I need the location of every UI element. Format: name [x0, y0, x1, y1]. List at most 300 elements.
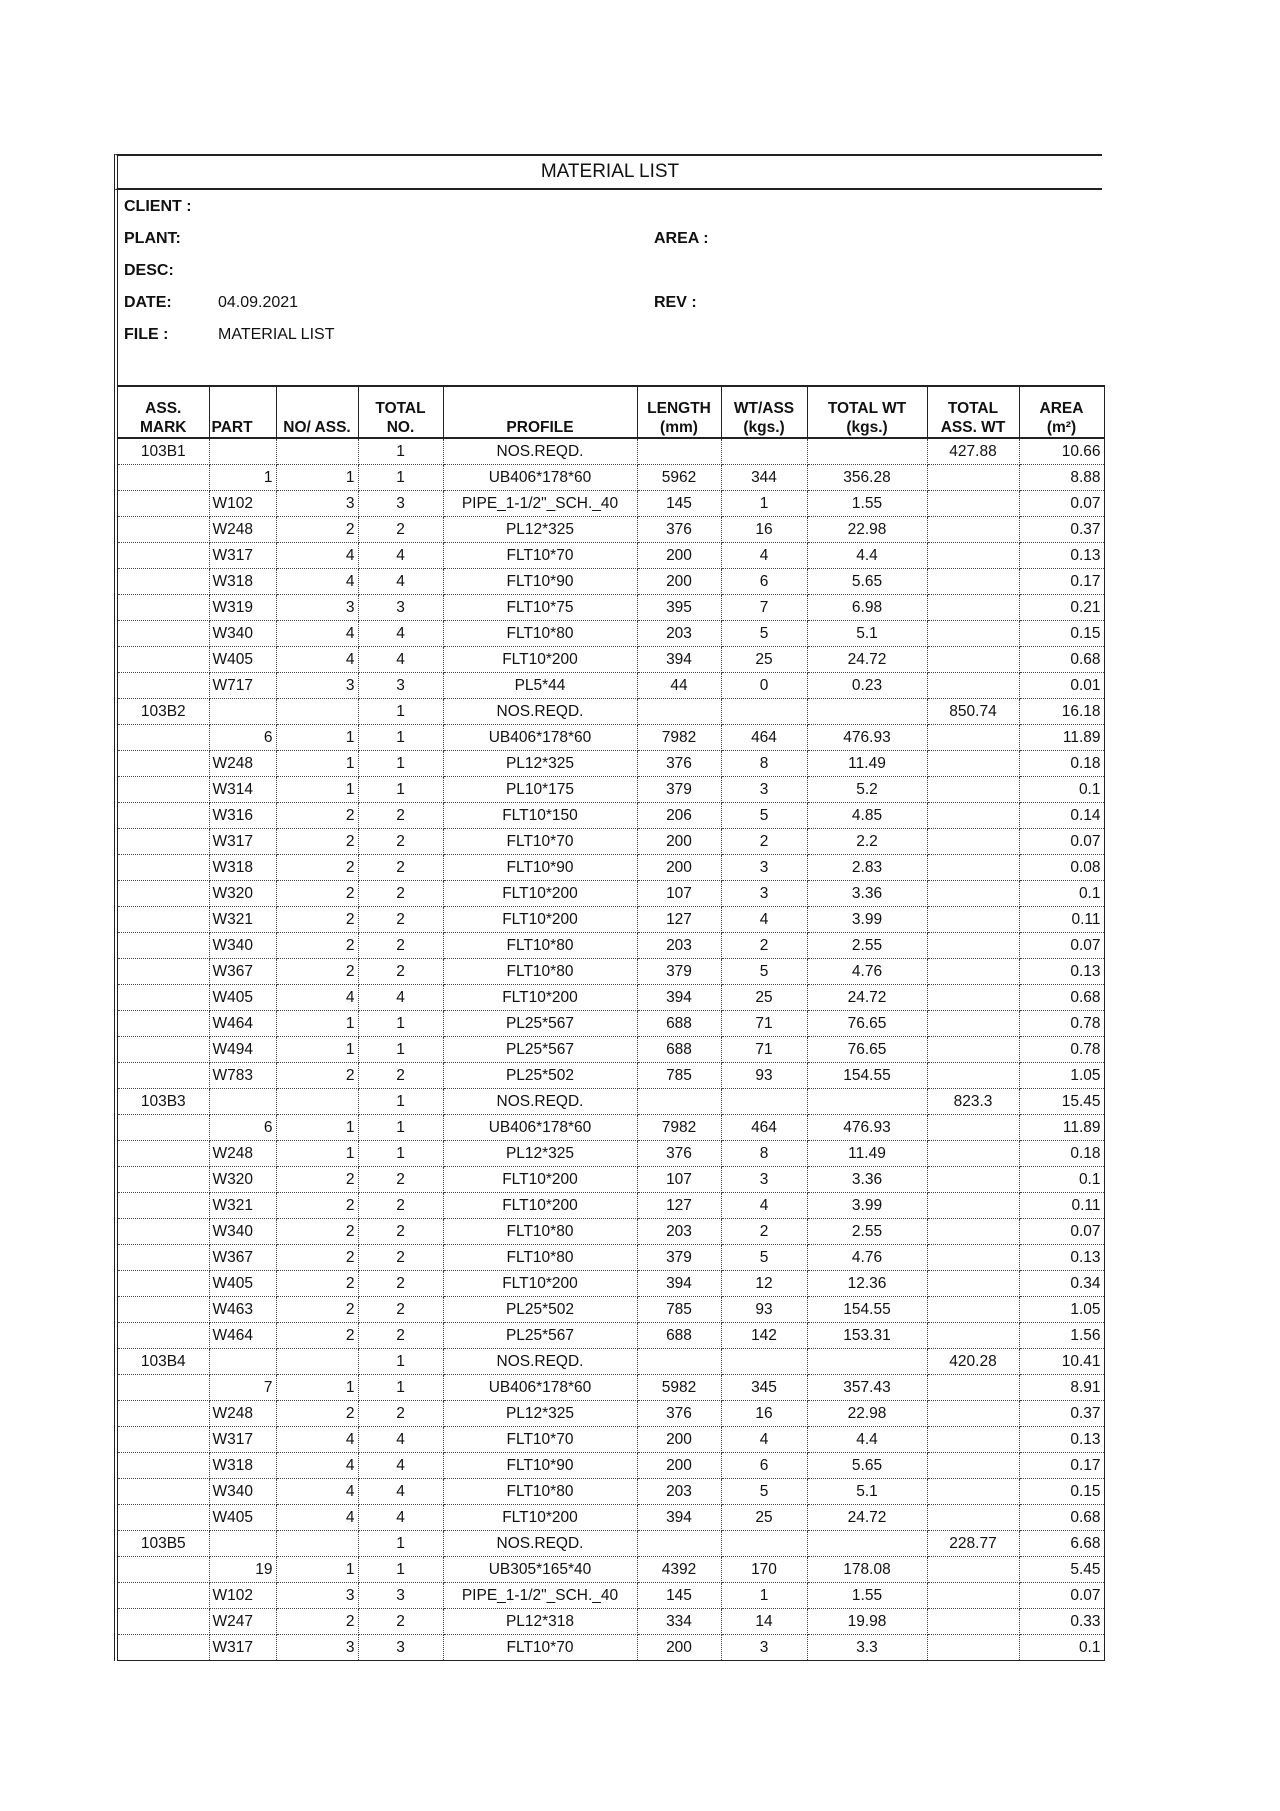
no-ass-cell: 1: [276, 1011, 358, 1037]
length-cell: 376: [637, 751, 721, 777]
ass-mark-cell: [116, 1011, 209, 1037]
profile-cell: PL12*325: [443, 1401, 637, 1427]
total-no-cell: 3: [358, 595, 443, 621]
total-wt-cell: 153.31: [807, 1323, 927, 1349]
part-cell: W367: [209, 959, 276, 985]
profile-cell: FLT10*150: [443, 803, 637, 829]
length-cell: 688: [637, 1011, 721, 1037]
wt-ass-cell: 93: [721, 1063, 807, 1089]
wt-ass-cell: 25: [721, 647, 807, 673]
area-cell: 1.05: [1019, 1297, 1104, 1323]
profile-cell: FLT10*80: [443, 1479, 637, 1505]
area-cell: 0.1: [1019, 1635, 1104, 1661]
total-ass-wt-cell: [927, 1167, 1019, 1193]
part-cell: W717: [209, 673, 276, 699]
wt-ass-cell: 14: [721, 1609, 807, 1635]
total-ass-wt-cell: [927, 1297, 1019, 1323]
total-no-cell: 4: [358, 647, 443, 673]
area-cell: 8.91: [1019, 1375, 1104, 1401]
total-ass-wt-cell: [927, 1557, 1019, 1583]
ass-mark-cell: [116, 1375, 209, 1401]
table-body: [116, 438, 1104, 1661]
no-ass-cell: 4: [276, 1453, 358, 1479]
length-cell: 7982: [637, 725, 721, 751]
total-ass-wt-cell: [927, 1583, 1019, 1609]
ass-mark-cell: [116, 621, 209, 647]
area-cell: 11.89: [1019, 1115, 1104, 1141]
total-wt-cell: 3.99: [807, 907, 927, 933]
ass-mark-cell: [116, 1167, 209, 1193]
length-cell: 145: [637, 491, 721, 517]
length-cell: 200: [637, 855, 721, 881]
table-row: [116, 1037, 1104, 1063]
length-cell: 688: [637, 1037, 721, 1063]
profile-cell: PL10*175: [443, 777, 637, 803]
ass-mark-cell: 103B5: [116, 1531, 209, 1557]
table-row: [116, 777, 1104, 803]
length-cell: 376: [637, 517, 721, 543]
date-value: 04.09.2021: [218, 294, 299, 311]
area-cell: 10.41: [1019, 1349, 1104, 1375]
no-ass-cell: 3: [276, 1583, 358, 1609]
area-cell: 0.68: [1019, 647, 1104, 673]
col-header-area: AREA (m²): [1019, 386, 1104, 438]
desc-row: [124, 256, 218, 286]
total-ass-wt-cell: [927, 829, 1019, 855]
area-cell: 0.78: [1019, 1011, 1104, 1037]
total-ass-wt-cell: [927, 933, 1019, 959]
length-cell: 4392: [637, 1557, 721, 1583]
ass-mark-cell: [116, 985, 209, 1011]
part-cell: W494: [209, 1037, 276, 1063]
no-ass-cell: 2: [276, 1609, 358, 1635]
part-cell: [209, 438, 276, 465]
total-wt-cell: 1.55: [807, 1583, 927, 1609]
table-row: [116, 438, 1104, 465]
table-row: [116, 1323, 1104, 1349]
total-ass-wt-cell: [927, 1609, 1019, 1635]
table-row: [116, 959, 1104, 985]
total-ass-wt-cell: [927, 595, 1019, 621]
ass-mark-cell: [116, 1479, 209, 1505]
no-ass-cell: [276, 699, 358, 725]
total-wt-cell: 22.98: [807, 517, 927, 543]
table-row: [116, 1401, 1104, 1427]
no-ass-cell: 4: [276, 1427, 358, 1453]
area-cell: 0.07: [1019, 491, 1104, 517]
part-cell: W248: [209, 1141, 276, 1167]
length-cell: 203: [637, 933, 721, 959]
ass-mark-cell: 103B1: [116, 438, 209, 465]
desc-label: DESC:: [124, 262, 174, 279]
length-cell: 203: [637, 1479, 721, 1505]
table-row: [116, 881, 1104, 907]
area-cell: 0.13: [1019, 543, 1104, 569]
profile-cell: UB406*178*60: [443, 1115, 637, 1141]
length-cell: 44: [637, 673, 721, 699]
total-no-cell: 4: [358, 1505, 443, 1531]
total-wt-cell: 5.2: [807, 777, 927, 803]
sheet-title-row: [114, 154, 1102, 190]
no-ass-cell: 2: [276, 1167, 358, 1193]
total-wt-cell: 357.43: [807, 1375, 927, 1401]
no-ass-cell: 2: [276, 803, 358, 829]
total-ass-wt-cell: [927, 1219, 1019, 1245]
ass-mark-cell: [116, 595, 209, 621]
area-cell: 15.45: [1019, 1089, 1104, 1115]
part-cell: W320: [209, 1167, 276, 1193]
wt-ass-cell: 4: [721, 543, 807, 569]
length-cell: 7982: [637, 1115, 721, 1141]
table-row: [116, 1271, 1104, 1297]
total-wt-cell: 5.1: [807, 1479, 927, 1505]
wt-ass-cell: 5: [721, 803, 807, 829]
total-no-cell: 2: [358, 829, 443, 855]
total-wt-cell: 6.98: [807, 595, 927, 621]
total-no-cell: 4: [358, 621, 443, 647]
area-cell: 0.1: [1019, 1167, 1104, 1193]
no-ass-cell: 4: [276, 621, 358, 647]
profile-cell: PL25*502: [443, 1063, 637, 1089]
table-row: [116, 465, 1104, 491]
part-cell: W405: [209, 1271, 276, 1297]
total-wt-cell: 22.98: [807, 1401, 927, 1427]
total-wt-cell: 2.83: [807, 855, 927, 881]
no-ass-cell: 4: [276, 985, 358, 1011]
total-ass-wt-cell: [927, 569, 1019, 595]
table-row: [116, 907, 1104, 933]
total-no-cell: 2: [358, 1297, 443, 1323]
length-cell: 206: [637, 803, 721, 829]
table-row: [116, 1609, 1104, 1635]
part-cell: W783: [209, 1063, 276, 1089]
table-row: [116, 1349, 1104, 1375]
profile-cell: PIPE_1-1/2"_SCH._40: [443, 1583, 637, 1609]
col-header-total-no: TOTAL NO.: [358, 386, 443, 438]
col-header-length: LENGTH (mm): [637, 386, 721, 438]
ass-mark-cell: [116, 491, 209, 517]
total-ass-wt-cell: [927, 1505, 1019, 1531]
table-row: [116, 1375, 1104, 1401]
wt-ass-cell: 4: [721, 1427, 807, 1453]
area-cell: 0.08: [1019, 855, 1104, 881]
total-ass-wt-cell: 420.28: [927, 1349, 1019, 1375]
wt-ass-cell: 464: [721, 725, 807, 751]
client-row: [124, 192, 218, 222]
wt-ass-cell: 5: [721, 621, 807, 647]
ass-mark-cell: [116, 1063, 209, 1089]
table-row: [116, 1557, 1104, 1583]
total-no-cell: 2: [358, 803, 443, 829]
total-wt-cell: 154.55: [807, 1063, 927, 1089]
profile-cell: NOS.REQD.: [443, 699, 637, 725]
profile-cell: FLT10*80: [443, 621, 637, 647]
length-cell: 376: [637, 1141, 721, 1167]
area-cell: 6.68: [1019, 1531, 1104, 1557]
profile-cell: FLT10*200: [443, 1271, 637, 1297]
ass-mark-cell: [116, 1505, 209, 1531]
ass-mark-cell: [116, 933, 209, 959]
wt-ass-cell: 142: [721, 1323, 807, 1349]
total-ass-wt-cell: [927, 959, 1019, 985]
ass-mark-cell: [116, 543, 209, 569]
wt-ass-cell: 16: [721, 517, 807, 543]
no-ass-cell: 2: [276, 855, 358, 881]
profile-cell: FLT10*200: [443, 881, 637, 907]
wt-ass-cell: [721, 699, 807, 725]
part-cell: 1: [209, 465, 276, 491]
length-cell: 5982: [637, 1375, 721, 1401]
no-ass-cell: 1: [276, 1115, 358, 1141]
area-cell: 0.11: [1019, 1193, 1104, 1219]
table-row: [116, 1115, 1104, 1141]
part-cell: W321: [209, 907, 276, 933]
part-cell: 6: [209, 1115, 276, 1141]
profile-cell: PL12*318: [443, 1609, 637, 1635]
area-cell: 0.13: [1019, 959, 1104, 985]
total-wt-cell: 4.76: [807, 1245, 927, 1271]
area-cell: 0.18: [1019, 751, 1104, 777]
length-cell: 200: [637, 543, 721, 569]
total-no-cell: 1: [358, 1115, 443, 1141]
no-ass-cell: 2: [276, 1271, 358, 1297]
total-no-cell: 1: [358, 1037, 443, 1063]
wt-ass-cell: 4: [721, 907, 807, 933]
ass-mark-cell: [116, 1271, 209, 1297]
total-ass-wt-cell: 228.77: [927, 1531, 1019, 1557]
col-header-wt-ass: WT/ASS (kgs.): [721, 386, 807, 438]
table-row: [116, 1531, 1104, 1557]
part-cell: W463: [209, 1297, 276, 1323]
total-wt-cell: [807, 1349, 927, 1375]
area-cell: 0.14: [1019, 803, 1104, 829]
total-ass-wt-cell: 850.74: [927, 699, 1019, 725]
total-wt-cell: 19.98: [807, 1609, 927, 1635]
length-cell: 203: [637, 621, 721, 647]
profile-cell: FLT10*80: [443, 1219, 637, 1245]
total-no-cell: 2: [358, 1271, 443, 1297]
area-cell: 0.07: [1019, 1219, 1104, 1245]
profile-cell: UB305*165*40: [443, 1557, 637, 1583]
wt-ass-cell: 5: [721, 1245, 807, 1271]
length-cell: 379: [637, 1245, 721, 1271]
plant-row: [124, 224, 218, 254]
area-cell: 11.89: [1019, 725, 1104, 751]
no-ass-cell: 1: [276, 465, 358, 491]
total-no-cell: 1: [358, 465, 443, 491]
profile-cell: PIPE_1-1/2"_SCH._40: [443, 491, 637, 517]
total-no-cell: 2: [358, 1401, 443, 1427]
wt-ass-cell: 7: [721, 595, 807, 621]
part-cell: W405: [209, 1505, 276, 1531]
ass-mark-cell: [116, 829, 209, 855]
part-cell: [209, 1349, 276, 1375]
length-cell: 394: [637, 985, 721, 1011]
total-ass-wt-cell: 427.88: [927, 438, 1019, 465]
total-wt-cell: [807, 699, 927, 725]
table-row: [116, 1297, 1104, 1323]
no-ass-cell: 2: [276, 959, 358, 985]
total-ass-wt-cell: [927, 1115, 1019, 1141]
total-no-cell: 2: [358, 855, 443, 881]
table-row: [116, 647, 1104, 673]
no-ass-cell: 3: [276, 1635, 358, 1661]
no-ass-cell: 2: [276, 881, 358, 907]
no-ass-cell: 2: [276, 1063, 358, 1089]
ass-mark-cell: [116, 1193, 209, 1219]
total-no-cell: 1: [358, 1011, 443, 1037]
ass-mark-cell: [116, 907, 209, 933]
no-ass-cell: 4: [276, 543, 358, 569]
part-cell: W367: [209, 1245, 276, 1271]
table-row: [116, 1427, 1104, 1453]
total-no-cell: 1: [358, 1141, 443, 1167]
total-ass-wt-cell: [927, 647, 1019, 673]
profile-cell: NOS.REQD.: [443, 1531, 637, 1557]
area-cell: 0.37: [1019, 1401, 1104, 1427]
part-cell: W464: [209, 1011, 276, 1037]
wt-ass-cell: 93: [721, 1297, 807, 1323]
total-wt-cell: 24.72: [807, 647, 927, 673]
total-wt-cell: 5.1: [807, 621, 927, 647]
profile-cell: FLT10*70: [443, 1635, 637, 1661]
ass-mark-cell: 103B3: [116, 1089, 209, 1115]
total-no-cell: 2: [358, 933, 443, 959]
no-ass-cell: 2: [276, 1193, 358, 1219]
wt-ass-cell: 2: [721, 829, 807, 855]
area-cell: 0.68: [1019, 985, 1104, 1011]
no-ass-cell: 2: [276, 1297, 358, 1323]
total-ass-wt-cell: [927, 855, 1019, 881]
wt-ass-cell: 25: [721, 1505, 807, 1531]
area-cell: 0.33: [1019, 1609, 1104, 1635]
profile-cell: FLT10*80: [443, 1245, 637, 1271]
wt-ass-cell: 3: [721, 1167, 807, 1193]
total-ass-wt-cell: [927, 621, 1019, 647]
ass-mark-cell: [116, 881, 209, 907]
ass-mark-cell: [116, 517, 209, 543]
wt-ass-cell: 8: [721, 751, 807, 777]
total-ass-wt-cell: [927, 673, 1019, 699]
wt-ass-cell: [721, 1531, 807, 1557]
area-cell: 0.21: [1019, 595, 1104, 621]
total-no-cell: 1: [358, 1531, 443, 1557]
length-cell: 379: [637, 777, 721, 803]
wt-ass-cell: 3: [721, 881, 807, 907]
area-cell: 1.56: [1019, 1323, 1104, 1349]
ass-mark-cell: [116, 725, 209, 751]
col-header-ass-mark: ASS. MARK: [116, 386, 209, 438]
wt-ass-cell: 3: [721, 855, 807, 881]
profile-cell: FLT10*70: [443, 829, 637, 855]
part-cell: 6: [209, 725, 276, 751]
table-row: [116, 1219, 1104, 1245]
length-cell: 107: [637, 881, 721, 907]
total-no-cell: 4: [358, 569, 443, 595]
no-ass-cell: 1: [276, 1037, 358, 1063]
total-ass-wt-cell: [927, 751, 1019, 777]
area-cell: 0.18: [1019, 1141, 1104, 1167]
part-cell: W248: [209, 751, 276, 777]
wt-ass-cell: 2: [721, 933, 807, 959]
table-row: [116, 1089, 1104, 1115]
ass-mark-cell: [116, 1115, 209, 1141]
profile-cell: FLT10*200: [443, 1167, 637, 1193]
table-row: [116, 803, 1104, 829]
no-ass-cell: 4: [276, 647, 358, 673]
total-wt-cell: 0.23: [807, 673, 927, 699]
total-ass-wt-cell: [927, 1375, 1019, 1401]
profile-cell: NOS.REQD.: [443, 438, 637, 465]
total-wt-cell: 476.93: [807, 1115, 927, 1141]
no-ass-cell: [276, 1531, 358, 1557]
profile-cell: FLT10*200: [443, 1505, 637, 1531]
ass-mark-cell: 103B2: [116, 699, 209, 725]
area-cell: 0.1: [1019, 881, 1104, 907]
profile-cell: PL25*567: [443, 1011, 637, 1037]
ass-mark-cell: 103B4: [116, 1349, 209, 1375]
wt-ass-cell: 16: [721, 1401, 807, 1427]
part-cell: W318: [209, 569, 276, 595]
length-cell: 203: [637, 1219, 721, 1245]
ass-mark-cell: [116, 647, 209, 673]
ass-mark-cell: [116, 1557, 209, 1583]
table-row: [116, 1011, 1104, 1037]
table-row: [116, 1193, 1104, 1219]
col-header-profile: PROFILE: [443, 386, 637, 438]
total-wt-cell: 1.55: [807, 491, 927, 517]
part-cell: W340: [209, 1219, 276, 1245]
date-label: DATE:: [124, 294, 172, 311]
profile-cell: PL12*325: [443, 751, 637, 777]
info-block: [114, 190, 1102, 385]
part-cell: W405: [209, 985, 276, 1011]
table-row: [116, 1245, 1104, 1271]
wt-ass-cell: 5: [721, 959, 807, 985]
length-cell: 376: [637, 1401, 721, 1427]
total-wt-cell: 24.72: [807, 1505, 927, 1531]
no-ass-cell: 2: [276, 933, 358, 959]
ass-mark-cell: [116, 803, 209, 829]
total-ass-wt-cell: [927, 1401, 1019, 1427]
total-no-cell: 1: [358, 1557, 443, 1583]
total-no-cell: 2: [358, 1245, 443, 1271]
total-no-cell: 1: [358, 699, 443, 725]
wt-ass-cell: 344: [721, 465, 807, 491]
total-wt-cell: 12.36: [807, 1271, 927, 1297]
no-ass-cell: [276, 438, 358, 465]
total-wt-cell: [807, 1089, 927, 1115]
table-row: [116, 1063, 1104, 1089]
total-ass-wt-cell: [927, 1323, 1019, 1349]
file-value: MATERIAL LIST: [218, 326, 335, 343]
total-ass-wt-cell: [927, 777, 1019, 803]
total-ass-wt-cell: [927, 1479, 1019, 1505]
part-cell: W248: [209, 517, 276, 543]
total-ass-wt-cell: [927, 543, 1019, 569]
ass-mark-cell: [116, 751, 209, 777]
area-cell: 0.37: [1019, 517, 1104, 543]
length-cell: 200: [637, 829, 721, 855]
material-list-sheet: [114, 154, 1102, 1661]
part-cell: W464: [209, 1323, 276, 1349]
table-row: [116, 517, 1104, 543]
length-cell: 395: [637, 595, 721, 621]
total-wt-cell: 4.4: [807, 1427, 927, 1453]
no-ass-cell: 1: [276, 777, 358, 803]
no-ass-cell: 4: [276, 1505, 358, 1531]
total-wt-cell: 3.3: [807, 1635, 927, 1661]
